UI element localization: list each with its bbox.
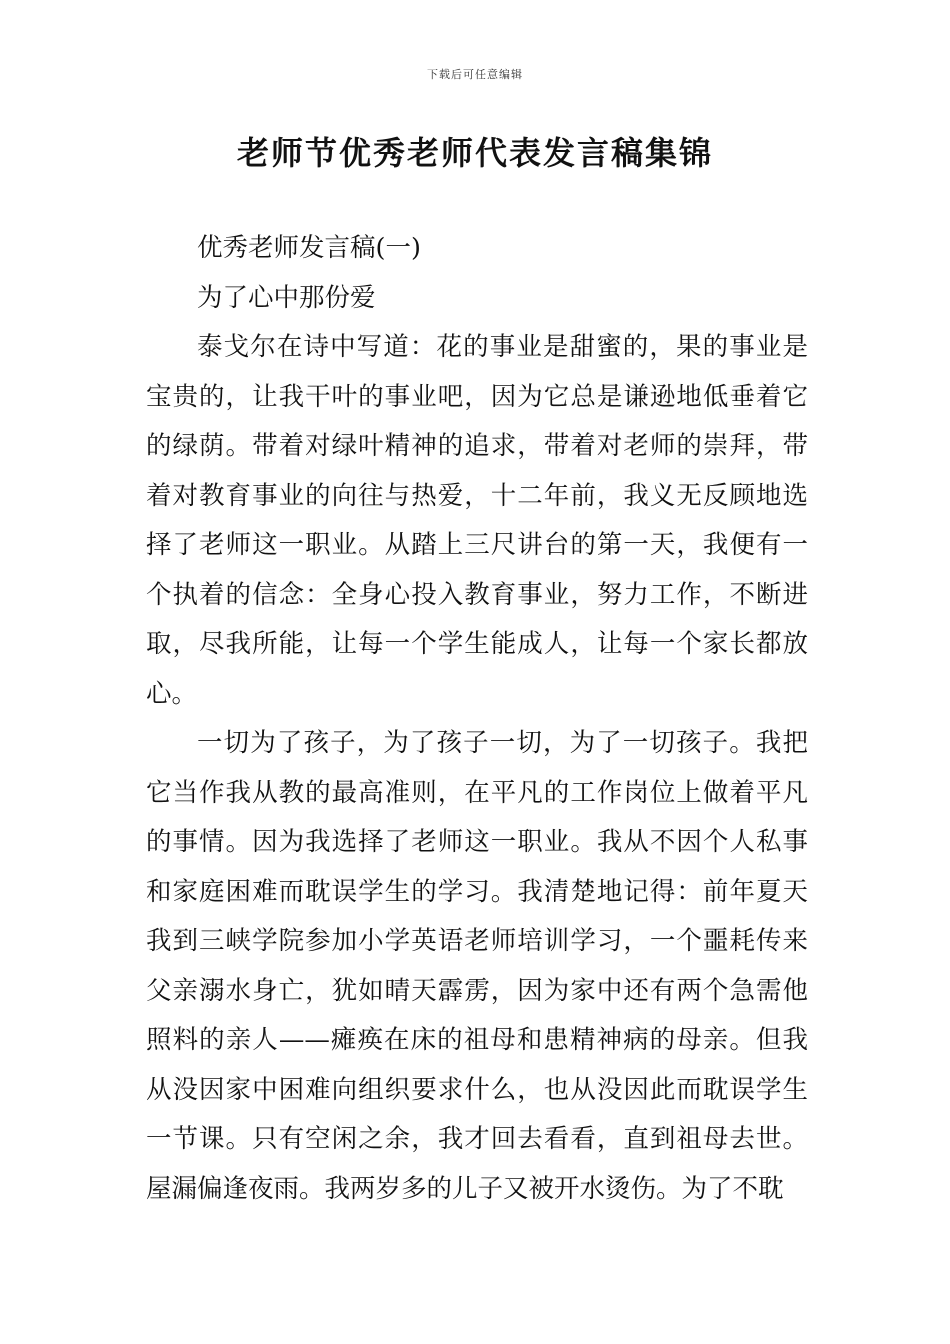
paragraph: 一切为了孩子，为了孩子一切，为了一切孩子。我把它当作我从教的最高准则，在平凡的工作岗位上做着平凡的事情。因为我选择了老师这一职业。我从不因个人私事和家庭困难而耽误学生的学习。我清楚地记得：前年夏天我到三峡学院参加小学英语老师培训学习，一个噩耗传来父亲溺水身亡，犹如晴天霹雳，因为家中还有两个急需他照料的亲人——瘫痪在床的祖母和患精神病的母亲。但我从没因家中困难向组织要求什么，也从没因此而耽误学生一节课。只有空闲之余，我才回去看看，直到祖母去世。屋漏偏逢夜雨。我两岁多的儿子又被开水烫伤。为了不耽 [146, 728, 808, 1204]
section-heading: 优秀老师发言稿(一) [197, 233, 421, 263]
document-body [146, 224, 808, 1214]
document-title: 老师节优秀老师代表发言稿集锦 [236, 134, 713, 172]
paragraph: 泰戈尔在诗中写道：花的事业是甜蜜的，果的事业是宝贵的，让我干叶的事业吧，因为它总是谦逊地低垂着它的绿荫。带着对绿叶精神的追求，带着对老师的崇拜，带着对教育事业的向往与热爱，十二年前，我义无反顾地选择了老师这一职业。从踏上三尺讲台的第一天，我便有一个执着的信念：全身心投入教育事业，努力工作，不断进取，尽我所能，让每一个学生能成人，让每一个家长都放心。 [146, 332, 808, 709]
header-note: 下载后可任意编辑 [427, 68, 523, 81]
speech-subheading: 为了心中那份爱 [197, 282, 376, 313]
